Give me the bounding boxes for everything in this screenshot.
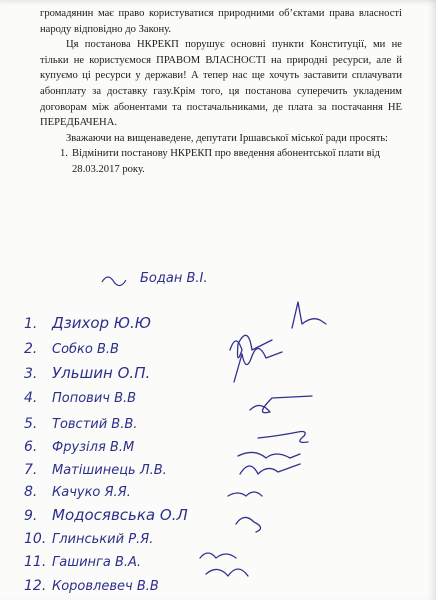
signature-row-name: Дзихор Ю.Ю (52, 314, 151, 332)
signature-row-number: 1. (24, 316, 38, 332)
paragraph-3: Зважаючи на вищенаведене, депутати Іршавської міської ради просять: (66, 132, 388, 144)
signature-row-number: 11. (24, 554, 47, 570)
signature-8 (228, 492, 262, 496)
signature-row-number: 7. (24, 462, 38, 478)
signature-4 (250, 396, 312, 413)
signature-5 (258, 432, 308, 443)
signature-row-name: Ульшин О.П. (52, 364, 151, 382)
header-note-text: Бодан В.І. (140, 271, 208, 286)
signature-row-name: Коровлевеч В.В (52, 579, 159, 594)
signature-7 (240, 464, 300, 474)
signature-row-name: Матішинець Л.В. (52, 463, 167, 478)
signature-row-number: 3. (24, 366, 38, 382)
signature-marks (200, 290, 436, 600)
signature-11 (206, 569, 248, 576)
signature-row-name: Фрузіля В.М (52, 440, 135, 455)
signature-row-name: Попович В.В (52, 391, 137, 406)
signature-1 (292, 302, 326, 328)
signature-row-number: 4. (24, 390, 38, 406)
signature-row-name: Глинський Р.Я. (52, 532, 154, 547)
signature-row-name: Товстий В.В. (52, 417, 138, 432)
signature-10 (200, 553, 236, 558)
list-number: 1. (60, 148, 68, 160)
scribble-mark (102, 277, 126, 286)
document-text (40, 6, 402, 178)
signature-9 (236, 517, 261, 532)
handwritten-header-note (90, 262, 330, 292)
signature-row-name: Собко В.В (52, 342, 119, 357)
signature-row-number: 8. (24, 484, 38, 500)
signature-row-number: 6. (24, 439, 38, 455)
request-list-item (60, 146, 402, 177)
signature-6 (238, 452, 300, 458)
paragraph-2: Ця постанова НКРЕКП порушує основні пункти Конституції, ми не тільки не користуємося ПРАВОМ ВЛАСНОСТІ на природні ресурси, але й купуємо ці ресурси у держави! А тепер нас ще хочуть заставити сплачувати абонплату за доставку газу.Крім того, ця постанова суперечить укладеним договорам між абонентами та постачальниками, де плата за постачання НЕ ПЕРЕДБАЧЕНА. (40, 39, 402, 129)
signature-row-name: Модосявська О.Л (52, 506, 188, 524)
signature-row-number: 12. (24, 578, 47, 594)
signature-row-number: 5. (24, 416, 38, 432)
paragraph-1: громадянин має право користуватися природними об’єктами права власності народу відповідно до Закону. (40, 8, 402, 35)
signature-row-name: Качуко Я.Я. (52, 485, 131, 500)
list-item-text: Відмінити постанову НКРЕКП про введення абонентської плати від 28.03.2017 року. (72, 148, 380, 175)
signature-row-number: 9. (24, 508, 38, 524)
signature-row-number: 10. (24, 531, 47, 547)
signature-row-name: Гашинга В.А. (52, 555, 142, 570)
signature-2 (230, 335, 272, 357)
signature-row-number: 2. (24, 341, 38, 357)
